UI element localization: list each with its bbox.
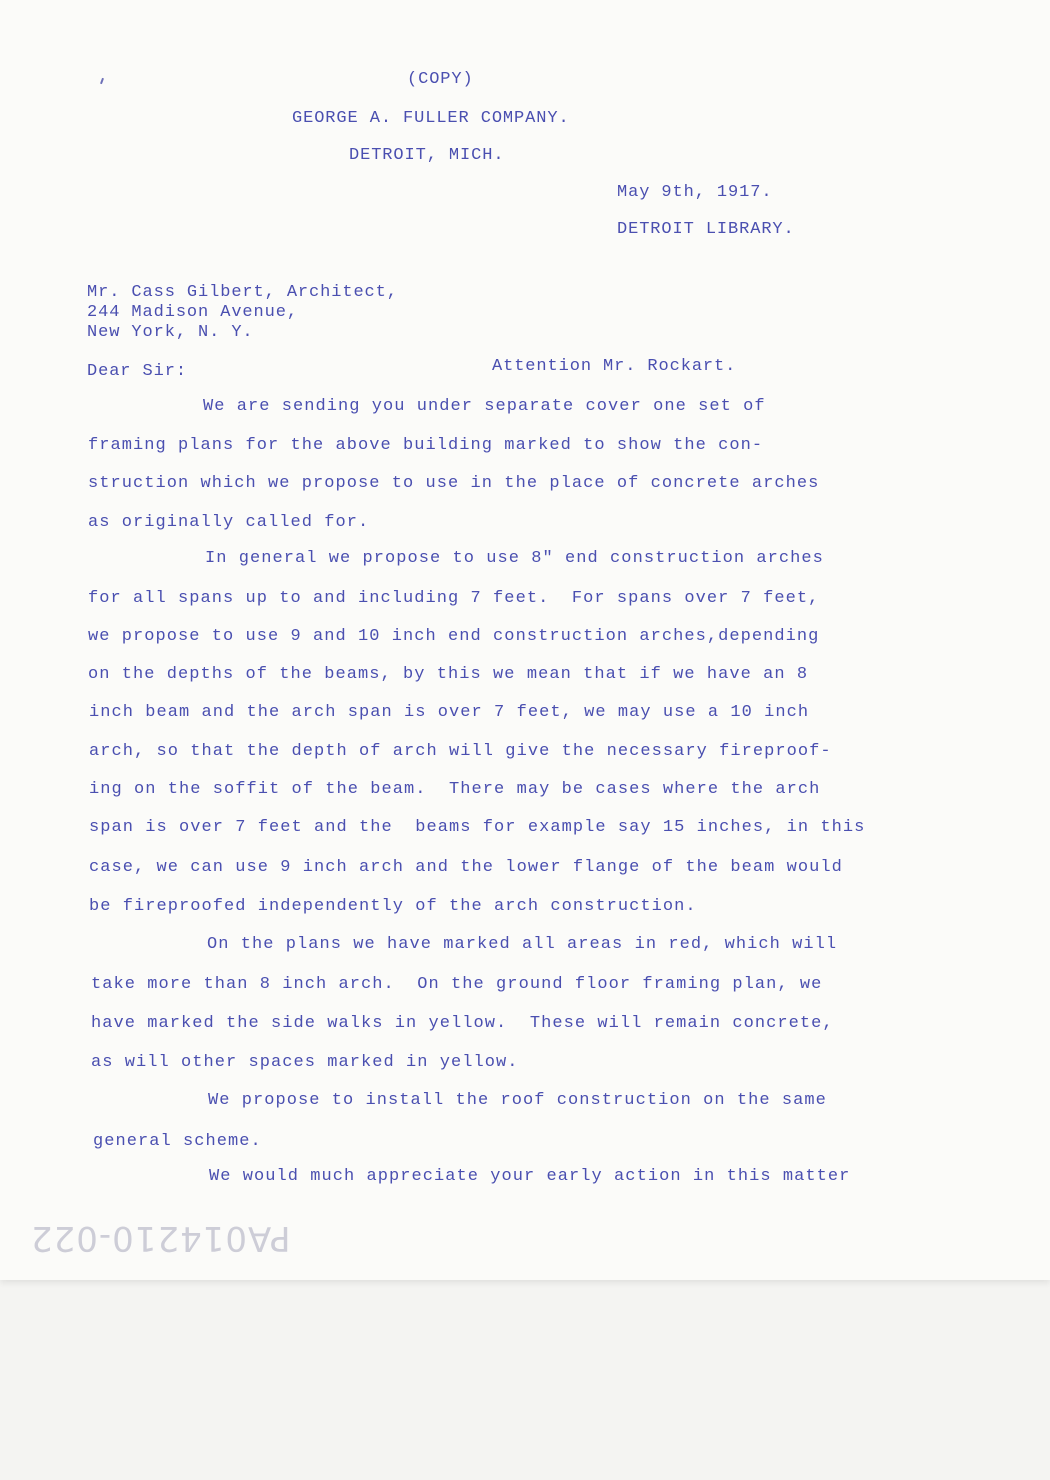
body-line: ing on the soffit of the beam. There may be cases where the arch [89,780,821,799]
body-line: span is over 7 feet and the beams for example say 15 inches, in this [89,818,866,837]
body-line: on the depths of the beams, by this we mean that if we have an 8 [88,665,809,684]
body-line: general scheme. [93,1132,262,1151]
body-line: arch, so that the depth of arch will give the necessary fireproof- [89,742,832,761]
body-line: We are sending you under separate cover one set of [203,397,766,416]
letter-date: May 9th, 1917. [617,183,773,202]
body-line: have marked the side walks in yellow. These will remain concrete, [91,1014,834,1033]
copy-label: (COPY) [407,70,474,89]
pencil-mark [100,78,104,84]
body-line: as will other spaces marked in yellow. [91,1053,519,1072]
body-line: we propose to use 9 and 10 inch end construction arches,depending [88,627,820,646]
body-line: for all spans up to and including 7 feet. For spans over 7 feet, [88,589,820,608]
body-line: inch beam and the arch span is over 7 feet, we may use a 10 inch [89,703,810,722]
body-line: We propose to install the roof construction on the same [208,1091,827,1110]
body-line: be fireproofed independently of the arch construction. [89,897,697,916]
body-line: In general we propose to use 8" end construction arches [205,549,824,568]
body-line: case, we can use 9 inch arch and the lower flange of the beam would [89,858,843,877]
salutation: Dear Sir: [87,362,187,381]
archive-stamp: PA014210-022 [30,1218,291,1258]
address-line: 244 Madison Avenue, [87,303,298,322]
address-line: Mr. Cass Gilbert, Architect, [87,283,398,302]
body-line: On the plans we have marked all areas in red, which will [207,935,838,954]
company-location: DETROIT, MICH. [349,146,505,165]
body-line: as originally called for. [88,513,370,532]
body-line: struction which we propose to use in the place of concrete arches [88,474,820,493]
company-name: GEORGE A. FULLER COMPANY. [292,109,570,128]
body-line: We would much appreciate your early action in this matter [209,1167,851,1186]
body-line: framing plans for the above building marked to show the con- [88,436,764,455]
body-line: take more than 8 inch arch. On the ground floor framing plan, we [91,975,823,994]
attention-line: Attention Mr. Rockart. [492,357,737,376]
address-line: New York, N. Y. [87,323,254,342]
project-name: DETROIT LIBRARY. [617,220,795,239]
